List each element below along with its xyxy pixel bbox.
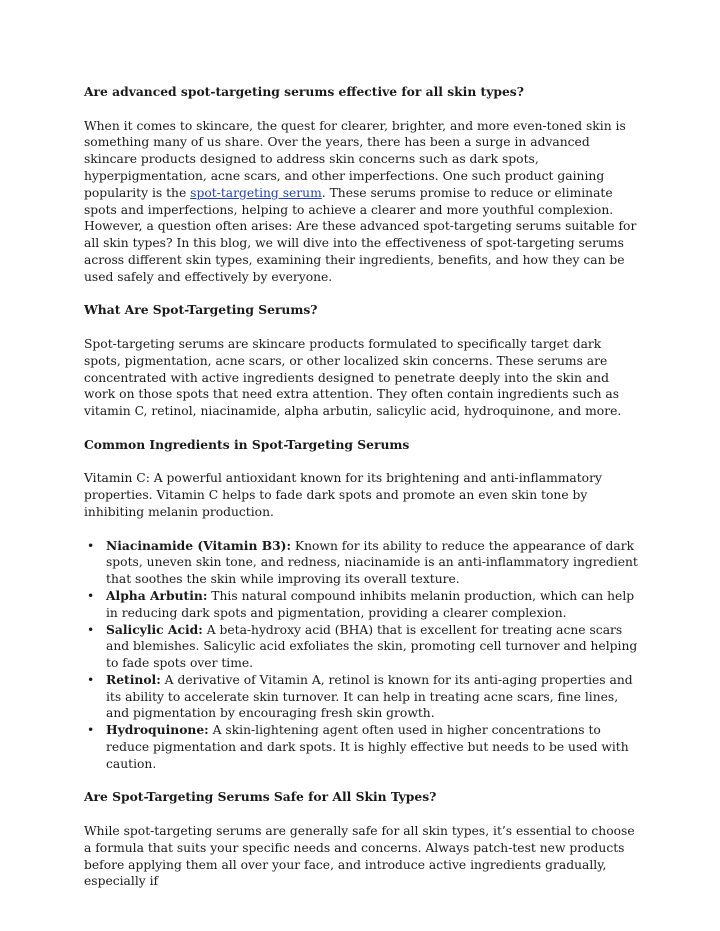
- ingredient-term: Hydroquinone:: [106, 722, 209, 738]
- ingredient-description: A derivative of Vitamin A, retinol is known for its anti-aging properties and its ability to accelerate skin turnover. It can help in treating acne scars, fine lines, and pigmentation by encouraging fresh skin growth.: [106, 672, 633, 721]
- spacer: [84, 420, 640, 437]
- spacer: [84, 806, 640, 823]
- spacer: [84, 101, 640, 118]
- spacer: [84, 773, 640, 790]
- bullet-icon: •: [87, 588, 95, 603]
- spacer: [84, 454, 640, 471]
- section-heading-ingredients: Common Ingredients in Spot-Targeting Serums: [84, 436, 410, 452]
- ingredient-list: [84, 538, 640, 773]
- ingredient-description: This natural compound inhibits melanin production, which can help in reducing dark spots and pigmentation, providing a clearer complexion.: [106, 588, 635, 620]
- section-heading-safety: Are Spot-Targeting Serums Safe for All Skin Types?: [84, 789, 437, 805]
- list-item: [84, 538, 640, 588]
- section-body-what-are: Spot-targeting serums are skincare products formulated to specifically target dark spots, pigmentation, acne scars, or other localized skin concerns. These serums are concentrated with active ingredients designed to penetrate deeply into the skin and work on those spots that need extra attention. They often contain ingredients such as vitamin C, retinol, niacinamide, alpha arbutin, salicylic acid, hydroquinone, and more.: [84, 336, 622, 419]
- bullet-icon: •: [87, 622, 95, 637]
- document-title: Are advanced spot-targeting serums effective for all skin types?: [84, 84, 524, 99]
- list-item: [84, 722, 640, 772]
- spot-targeting-serum-link[interactable]: spot-targeting serum: [190, 185, 322, 200]
- list-item: [84, 672, 640, 722]
- bullet-icon: •: [87, 723, 95, 738]
- ingredient-term: Alpha Arbutin:: [106, 587, 208, 603]
- spacer: [84, 286, 640, 303]
- spacer: [84, 319, 640, 336]
- bullet-icon: •: [87, 538, 95, 553]
- list-item: [84, 588, 640, 622]
- intro-text-before-link: When it comes to skincare, the quest for clearer, brighter, and more even-toned skin is something many of us share. Over the years, there has been a surge in advanced skincare products designed to address skin concerns such as dark spots, hyperpigmentation, acne scars, and other imperfections. One such product gaining popularity is the: [84, 118, 626, 200]
- document-page: [84, 84, 640, 890]
- intro-text-after-link: . These serums promise to reduce or eliminate spots and imperfections, helping to achieve a clearer and more youthful complexion. However, a question often arises: Are these advanced spot-targeting serums suitable for all skin types? In this blog, we will dive into the effectiveness of spot-targeting serums across different skin types, examining their ingredients, benefits, and how they can be used safely and effectively by everyone.: [84, 185, 637, 284]
- bullet-icon: •: [87, 672, 95, 687]
- ingredient-term: Niacinamide (Vitamin B3):: [106, 537, 292, 553]
- ingredient-description: A beta-hydroxy acid (BHA) that is excellent for treating acne scars and blemishes. Salicylic acid exfoliates the skin, promoting cell turnover and helping to fade spots over time.: [106, 622, 638, 671]
- intro-paragraph: [84, 118, 640, 286]
- ingredient-term: Salicylic Acid:: [106, 621, 203, 637]
- ingredient-term: Retinol:: [106, 671, 161, 687]
- list-item: [84, 622, 640, 672]
- section-heading-what-are: What Are Spot-Targeting Serums?: [84, 302, 318, 318]
- section-body-safety: While spot-targeting serums are generally safe for all skin types, it’s essential to choose a formula that suits your specific needs and concerns. Always patch-test new products before applying them all over your face, and introduce active ingredients gradually, especially if: [84, 824, 635, 889]
- ingredient-description: Known for its ability to reduce the appearance of dark spots, uneven skin tone, and redness, niacinamide is an anti-inflammatory ingredient that soothes the skin while improving its overall texture.: [106, 538, 638, 587]
- vitamin-c-paragraph: Vitamin C: A powerful antioxidant known for its brightening and anti-inflammatory properties. Vitamin C helps to fade dark spots and promote an even skin tone by inhibiting melanin production.: [84, 471, 602, 519]
- spacer: [84, 521, 640, 538]
- ingredient-description: A skin-lightening agent often used in higher concentrations to reduce pigmentation and dark spots. It is highly effective but needs to be used with caution.: [106, 723, 629, 771]
